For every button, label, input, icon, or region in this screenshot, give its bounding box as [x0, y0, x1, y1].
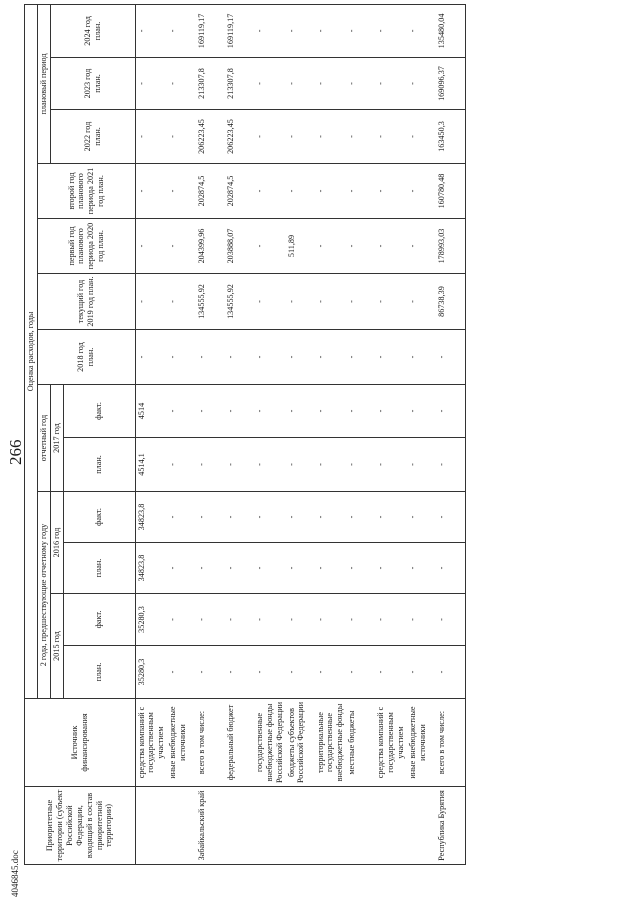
value-cell: -: [407, 219, 436, 274]
value-cell: -: [407, 164, 436, 219]
value-cell: -: [375, 438, 407, 492]
value-cell: -: [196, 543, 225, 594]
header-plan-2017: план.: [63, 438, 135, 492]
source-cell: местные бюджеты: [346, 699, 375, 787]
value-cell: -: [315, 274, 347, 330]
value-cell: 204399,96: [196, 219, 225, 274]
value-cell: -: [167, 58, 196, 110]
value-cell: 135480,04: [436, 4, 466, 57]
source-cell: средства компаний с государственным участием: [135, 699, 167, 787]
value-cell: -: [286, 438, 315, 492]
value-cell: -: [375, 594, 407, 646]
value-cell: -: [375, 4, 407, 57]
value-cell: -: [436, 543, 466, 594]
value-cell: 206223,45: [196, 110, 225, 164]
value-cell: -: [286, 164, 315, 219]
header-planning-period: плановый период: [37, 4, 50, 163]
value-cell: -: [167, 4, 196, 57]
value-cell: -: [346, 492, 375, 543]
header-2016: 2016 год: [50, 492, 63, 594]
territory-cell: [167, 787, 196, 865]
value-cell: -: [254, 438, 286, 492]
value-cell: -: [254, 543, 286, 594]
value-cell: 511,89: [286, 219, 315, 274]
expenses-table: [24, 4, 466, 865]
value-cell: -: [167, 543, 196, 594]
value-cell: 34823,8: [135, 543, 167, 594]
value-cell: -: [315, 492, 347, 543]
value-cell: -: [254, 330, 286, 385]
value-cell: 134555,92: [225, 274, 254, 330]
table-row: [135, 4, 167, 864]
value-cell: 178993,03: [436, 219, 466, 274]
value-cell: -: [407, 646, 436, 699]
table-body: [135, 4, 465, 864]
value-cell: -: [407, 594, 436, 646]
header-2017: 2017 год: [50, 385, 63, 492]
value-cell: -: [286, 385, 315, 438]
value-cell: -: [167, 110, 196, 164]
value-cell: 203888,07: [225, 219, 254, 274]
value-cell: -: [315, 385, 347, 438]
value-cell: -: [286, 492, 315, 543]
table-row: [436, 4, 466, 864]
source-cell: всего в том числе:: [196, 699, 225, 787]
value-cell: 34823,8: [135, 492, 167, 543]
value-cell: -: [346, 58, 375, 110]
header-second-plan-year: второй год планового периода 2021 год план.: [37, 164, 135, 219]
value-cell: 169096,37: [436, 58, 466, 110]
value-cell: -: [167, 438, 196, 492]
value-cell: -: [375, 492, 407, 543]
value-cell: -: [315, 646, 347, 699]
doc-id: 4046845.doc: [10, 850, 20, 897]
value-cell: -: [254, 4, 286, 57]
value-cell: -: [167, 385, 196, 438]
value-cell: -: [375, 330, 407, 385]
value-cell: -: [225, 385, 254, 438]
header-current-year: текущий год 2019 год план.: [37, 274, 135, 330]
value-cell: -: [225, 543, 254, 594]
value-cell: -: [196, 594, 225, 646]
header-2022: 2022 год план.: [50, 110, 135, 164]
value-cell: -: [375, 110, 407, 164]
territory-cell: [135, 787, 167, 865]
value-cell: -: [286, 594, 315, 646]
value-cell: -: [135, 58, 167, 110]
value-cell: -: [315, 594, 347, 646]
source-cell: средства компаний с государственным участием: [375, 699, 407, 787]
value-cell: -: [315, 164, 347, 219]
value-cell: -: [315, 219, 347, 274]
table-row: [225, 4, 254, 864]
value-cell: -: [436, 492, 466, 543]
value-cell: -: [135, 330, 167, 385]
source-cell: всего в том числе:: [436, 699, 466, 787]
value-cell: -: [375, 646, 407, 699]
value-cell: 163450,3: [436, 110, 466, 164]
value-cell: 4514: [135, 385, 167, 438]
value-cell: -: [254, 219, 286, 274]
value-cell: -: [167, 164, 196, 219]
value-cell: -: [407, 4, 436, 57]
value-cell: -: [286, 274, 315, 330]
table-row: [407, 4, 436, 864]
value-cell: -: [407, 110, 436, 164]
value-cell: -: [407, 58, 436, 110]
source-cell: территориальные государственные внебюджетные фонды: [315, 699, 347, 787]
territory-cell: Забайкальский край: [196, 787, 225, 865]
table-row: [254, 4, 286, 864]
value-cell: -: [167, 646, 196, 699]
header-report-year: отчетный год: [37, 385, 50, 492]
value-cell: -: [196, 330, 225, 385]
value-cell: -: [196, 492, 225, 543]
value-cell: -: [407, 492, 436, 543]
value-cell: -: [346, 543, 375, 594]
value-cell: -: [315, 543, 347, 594]
value-cell: -: [286, 330, 315, 385]
value-cell: -: [135, 219, 167, 274]
value-cell: 202874,5: [225, 164, 254, 219]
header-two-years-before: 2 года, предшествующие отчетному году: [37, 492, 50, 699]
value-cell: -: [436, 385, 466, 438]
value-cell: -: [315, 110, 347, 164]
value-cell: -: [135, 274, 167, 330]
value-cell: -: [436, 594, 466, 646]
value-cell: -: [375, 385, 407, 438]
value-cell: -: [167, 274, 196, 330]
source-cell: иные внебюджетные источники: [407, 699, 436, 787]
value-cell: -: [254, 274, 286, 330]
value-cell: -: [436, 330, 466, 385]
value-cell: 35280,3: [135, 646, 167, 699]
value-cell: 213307,8: [225, 58, 254, 110]
value-cell: -: [407, 385, 436, 438]
value-cell: -: [346, 646, 375, 699]
value-cell: 35280,3: [135, 594, 167, 646]
value-cell: -: [286, 646, 315, 699]
value-cell: -: [254, 492, 286, 543]
value-cell: -: [254, 594, 286, 646]
value-cell: -: [315, 58, 347, 110]
value-cell: 169119,17: [196, 4, 225, 57]
header-estimate: Оценка расходов, годы: [25, 4, 38, 698]
value-cell: -: [167, 330, 196, 385]
value-cell: -: [375, 219, 407, 274]
value-cell: -: [196, 646, 225, 699]
value-cell: -: [375, 274, 407, 330]
value-cell: 202874,5: [196, 164, 225, 219]
value-cell: -: [135, 4, 167, 57]
value-cell: -: [315, 330, 347, 385]
header-fact-2015: факт.: [63, 594, 135, 646]
value-cell: -: [286, 58, 315, 110]
value-cell: -: [225, 438, 254, 492]
source-cell: государственные внебюджетные фонды Российской Федерации: [254, 699, 286, 787]
value-cell: -: [286, 4, 315, 57]
value-cell: -: [407, 438, 436, 492]
value-cell: -: [167, 492, 196, 543]
header-plan-2015: план.: [63, 646, 135, 699]
territory-cell: [315, 787, 347, 865]
header-fact-2017: факт.: [63, 385, 135, 438]
value-cell: 160780,48: [436, 164, 466, 219]
value-cell: -: [254, 646, 286, 699]
value-cell: 4514,1: [135, 438, 167, 492]
value-cell: -: [346, 385, 375, 438]
value-cell: -: [225, 646, 254, 699]
value-cell: -: [254, 164, 286, 219]
value-cell: -: [225, 492, 254, 543]
value-cell: -: [254, 58, 286, 110]
header-2015: 2015 год: [50, 594, 63, 699]
source-cell: иные внебюджетные источники: [167, 699, 196, 787]
table-row: [346, 4, 375, 864]
source-cell: бюджеты субъектов Российской Федерации: [286, 699, 315, 787]
territory-cell: [407, 787, 436, 865]
value-cell: -: [225, 330, 254, 385]
value-cell: -: [436, 438, 466, 492]
value-cell: 134555,92: [196, 274, 225, 330]
territory-cell: [254, 787, 286, 865]
value-cell: 213307,8: [196, 58, 225, 110]
value-cell: -: [135, 164, 167, 219]
source-cell: федеральный бюджет: [225, 699, 254, 787]
header-first-plan-year: первый год планового периода 2020 год план.: [37, 219, 135, 274]
value-cell: -: [254, 110, 286, 164]
header-2023: 2023 год план.: [50, 58, 135, 110]
header-2018: 2018 год план.: [37, 330, 135, 385]
table-row: [286, 4, 315, 864]
header-territory: Приоритетные территории (субъект Российской Федерации, входящий в состав приоритетной территории): [25, 787, 136, 865]
table-row: [315, 4, 347, 864]
territory-cell: Республика Бурятия: [436, 787, 466, 865]
value-cell: -: [196, 438, 225, 492]
value-cell: -: [346, 274, 375, 330]
territory-cell: [346, 787, 375, 865]
value-cell: -: [346, 330, 375, 385]
header-2024: 2024 год план.: [50, 4, 135, 57]
territory-cell: [225, 787, 254, 865]
value-cell: -: [196, 385, 225, 438]
table-row: [375, 4, 407, 864]
value-cell: -: [167, 594, 196, 646]
value-cell: -: [286, 543, 315, 594]
header-plan-2016: план.: [63, 543, 135, 594]
value-cell: -: [346, 219, 375, 274]
value-cell: 206223,45: [225, 110, 254, 164]
header-fact-2016: факт.: [63, 492, 135, 543]
value-cell: -: [315, 4, 347, 57]
value-cell: -: [286, 110, 315, 164]
value-cell: 169119,17: [225, 4, 254, 57]
value-cell: -: [346, 4, 375, 57]
table-row: [196, 4, 225, 864]
territory-cell: [375, 787, 407, 865]
header-source: Источник финансирования: [25, 699, 136, 787]
value-cell: -: [135, 110, 167, 164]
value-cell: -: [346, 438, 375, 492]
value-cell: -: [407, 330, 436, 385]
value-cell: -: [407, 274, 436, 330]
value-cell: -: [225, 594, 254, 646]
value-cell: 86738,39: [436, 274, 466, 330]
territory-cell: [286, 787, 315, 865]
value-cell: -: [315, 438, 347, 492]
value-cell: -: [167, 219, 196, 274]
value-cell: -: [375, 164, 407, 219]
value-cell: -: [254, 385, 286, 438]
value-cell: -: [346, 594, 375, 646]
value-cell: -: [436, 646, 466, 699]
value-cell: -: [375, 543, 407, 594]
page-number: 266: [6, 439, 25, 465]
value-cell: -: [346, 164, 375, 219]
value-cell: -: [375, 58, 407, 110]
table-row: [167, 4, 196, 864]
value-cell: -: [407, 543, 436, 594]
value-cell: -: [346, 110, 375, 164]
